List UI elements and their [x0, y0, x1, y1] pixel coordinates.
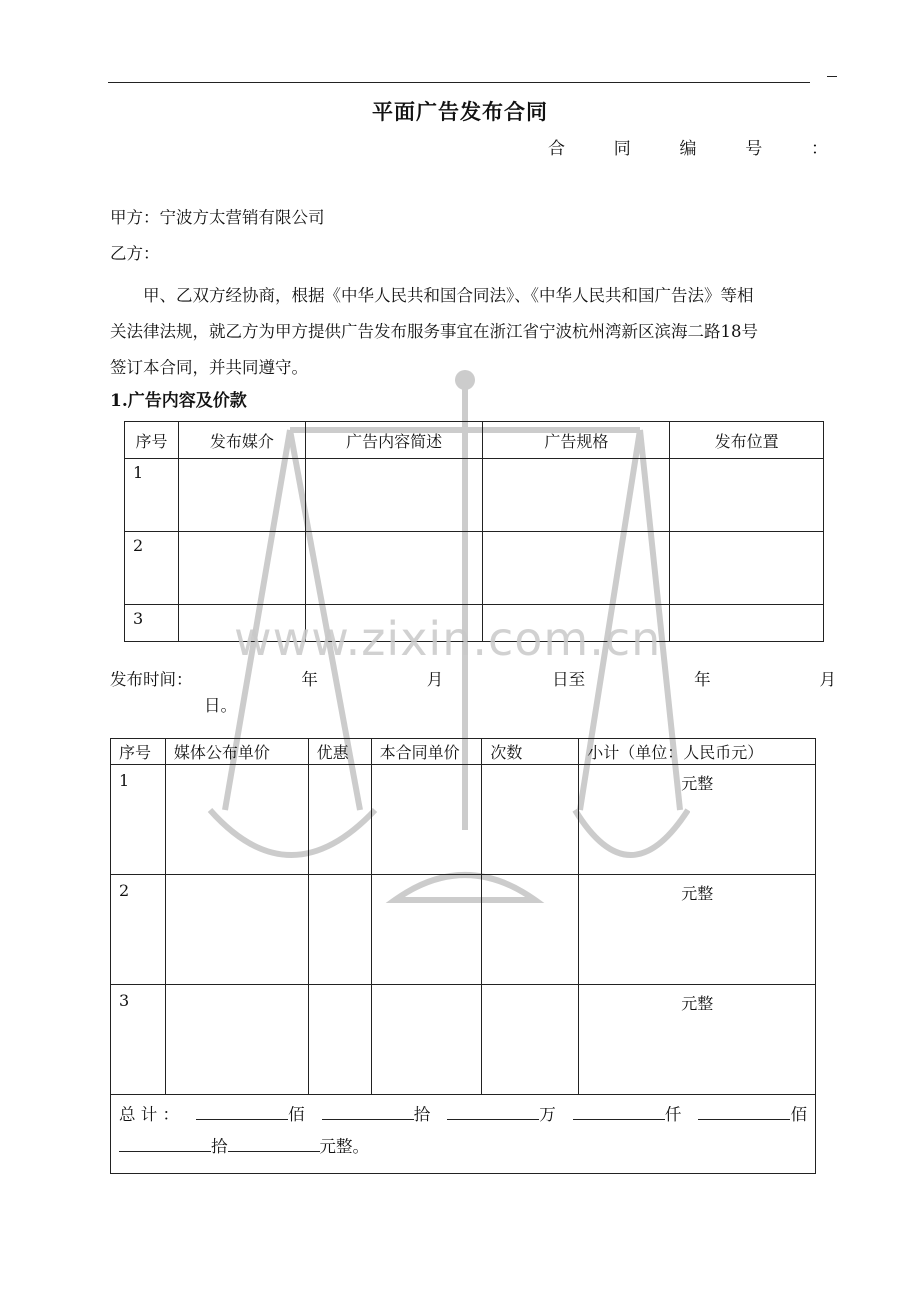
cell[interactable] [308, 875, 371, 985]
cell[interactable] [482, 985, 579, 1095]
subtotal-unit: 元整 [681, 774, 714, 793]
table-header: 广告内容简述 [305, 422, 483, 459]
cell[interactable] [371, 985, 482, 1095]
cell[interactable] [482, 765, 579, 875]
amount-blank[interactable] [573, 1101, 665, 1120]
intro-line: 签订本合同，并共同遵守。 [110, 358, 308, 377]
contract-no-char: 号 [745, 139, 763, 159]
table-row [111, 765, 816, 875]
cell[interactable] [165, 765, 308, 875]
total-label: 总 计 ： [119, 1105, 179, 1124]
row-index: 2 [111, 875, 166, 985]
cell[interactable] [483, 532, 670, 605]
cell[interactable] [483, 459, 670, 532]
table-header: 小计（单位：人民币元） [579, 739, 816, 765]
row-index: 3 [111, 985, 166, 1095]
header-rule [108, 82, 810, 83]
subtotal-cell[interactable] [579, 765, 816, 875]
table-row [125, 459, 824, 532]
amount-unit: 万 [539, 1105, 556, 1124]
contract-no-char: 编 [679, 139, 697, 159]
amount-unit: 元整。 [319, 1137, 369, 1156]
subtotal-cell[interactable] [579, 875, 816, 985]
total-row [111, 1095, 816, 1174]
publish-time-unit: 年 [301, 670, 318, 689]
cell[interactable] [165, 985, 308, 1095]
table-row [125, 532, 824, 605]
table-row [111, 985, 816, 1095]
amount-unit: 拾 [413, 1105, 431, 1124]
amount-blank[interactable] [119, 1133, 211, 1152]
party-a: 甲方：宁波方太营销有限公司 [110, 208, 325, 227]
subtotal-cell[interactable] [579, 985, 816, 1095]
contract-no-char: 同 [613, 139, 631, 159]
site-watermark: www.zixin.com.cn [234, 612, 662, 666]
total-cell [111, 1095, 816, 1174]
table-row [111, 875, 816, 985]
intro-line: 甲、乙双方经协商，根据《中华人民共和国合同法》、《中华人民共和国广告法》等相 [143, 286, 754, 305]
contract-number-label [548, 134, 828, 159]
table-header: 媒体公布单价 [165, 739, 308, 765]
cell[interactable] [670, 605, 824, 642]
table-header: 本合同单价 [371, 739, 482, 765]
cell[interactable] [670, 532, 824, 605]
publish-time-unit: 年 [694, 670, 711, 689]
cell[interactable] [178, 532, 305, 605]
amount-unit: 仟 [664, 1105, 682, 1124]
publish-time [110, 666, 836, 690]
intro-line: 关法律法规，就乙方为甲方提供广告发布服务事宜在浙江省宁波杭州湾新区滨海二路18号 [110, 322, 758, 341]
amount-blank[interactable] [228, 1133, 320, 1152]
amount-unit: 拾 [211, 1137, 228, 1156]
publish-time-day: 日。 [204, 696, 237, 715]
table-header: 广告规格 [483, 422, 670, 459]
table-header: 序号 [125, 422, 179, 459]
row-index: 2 [125, 532, 179, 605]
table-header: 次数 [482, 739, 579, 765]
table-header: 发布位置 [670, 422, 824, 459]
contract-no-char: ： [811, 139, 828, 159]
cell[interactable] [308, 985, 371, 1095]
cell[interactable] [305, 459, 483, 532]
contract-no-char: 合 [548, 139, 565, 159]
cell[interactable] [305, 532, 483, 605]
amount-blank[interactable] [196, 1101, 288, 1120]
party-b: 乙方： [110, 244, 160, 263]
amount-blank[interactable] [322, 1101, 414, 1120]
ad-content-table [124, 421, 824, 642]
publish-time-unit: 月 [819, 670, 836, 689]
table-header: 优惠 [308, 739, 371, 765]
amount-unit: 佰 [790, 1105, 807, 1124]
row-index: 1 [111, 765, 166, 875]
table-header: 发布媒介 [178, 422, 305, 459]
cell[interactable] [482, 875, 579, 985]
cell[interactable] [178, 459, 305, 532]
cell[interactable] [670, 459, 824, 532]
row-index: 3 [125, 605, 179, 642]
cell[interactable] [371, 765, 482, 875]
section-heading: 1.广告内容及价款 [110, 391, 247, 411]
cell[interactable] [165, 875, 308, 985]
subtotal-unit: 元整 [681, 884, 714, 903]
price-table [110, 738, 816, 1174]
publish-time-label: 发布时间： [110, 670, 193, 689]
table-header: 序号 [111, 739, 166, 765]
row-index: 1 [125, 459, 179, 532]
cell[interactable] [371, 875, 482, 985]
cell[interactable] [308, 765, 371, 875]
amount-unit: 佰 [288, 1105, 305, 1124]
document-title: 平面广告发布合同 [372, 99, 548, 124]
amount-blank[interactable] [447, 1101, 539, 1120]
publish-time-unit: 日至 [552, 670, 586, 689]
intro-paragraph [110, 278, 838, 386]
amount-blank[interactable] [698, 1101, 790, 1120]
publish-time-unit: 月 [426, 670, 444, 689]
subtotal-unit: 元整 [681, 994, 714, 1013]
header-dash [827, 76, 837, 77]
